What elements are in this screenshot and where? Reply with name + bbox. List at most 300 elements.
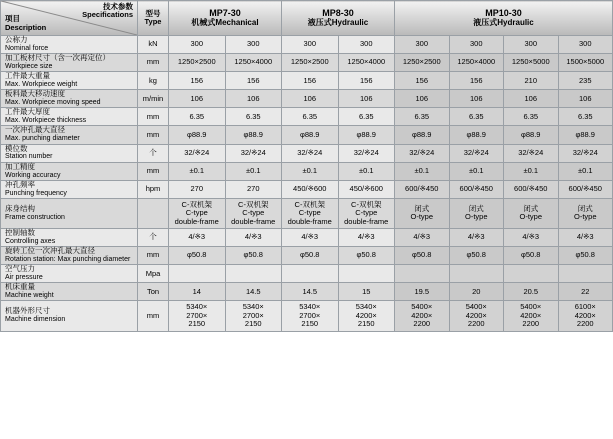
value-line: φ50.8	[412, 250, 432, 260]
value-line: 32/※24	[463, 147, 489, 157]
table-row	[1, 72, 613, 90]
value-line: 1250×4000	[457, 57, 496, 67]
value-line: C-双机架	[351, 199, 382, 209]
row-value	[282, 72, 339, 90]
value-line: ±0.1	[358, 166, 374, 175]
table-row	[1, 36, 613, 54]
value-line: 2700×	[299, 310, 321, 320]
row-value	[338, 198, 395, 228]
value-line: 300	[359, 39, 373, 49]
table-row	[1, 126, 613, 144]
header-group-mp10-30: MP10-30 液压式Hydraulic	[395, 1, 613, 36]
row-value	[169, 144, 226, 162]
header-corner-cell	[1, 1, 138, 36]
value-line: 1250×2500	[290, 57, 329, 67]
value-line: 106	[578, 93, 592, 103]
value-line: 2150	[188, 319, 206, 329]
row-value	[449, 108, 504, 126]
row-value	[225, 108, 282, 126]
row-description-cn: 工件最大厚度	[5, 107, 50, 117]
value-line: 156	[246, 75, 260, 85]
value-line: C-双机架	[294, 199, 325, 209]
value-line: 5400×	[520, 302, 542, 312]
value-line: 106	[469, 93, 483, 103]
row-value	[282, 36, 339, 54]
row-description	[1, 229, 138, 247]
row-value	[395, 180, 450, 198]
value-line: 156	[303, 75, 316, 85]
table-row	[1, 108, 613, 126]
row-value	[504, 283, 559, 301]
row-description-en: Max. Workpiece moving speed	[5, 99, 101, 107]
row-value	[449, 90, 504, 108]
row-description-en: Max. punching diameter	[5, 135, 80, 143]
row-value	[169, 247, 226, 265]
header-group-mp8-30: MP8-30 液压式Hydraulic	[282, 1, 395, 36]
row-value	[169, 301, 226, 331]
row-description-en: Max. Workpiece weight	[5, 81, 78, 89]
header-corner-topright: 技术参数 Specifications	[82, 2, 133, 20]
value-line: 32/※24	[297, 147, 323, 157]
row-value	[338, 36, 395, 54]
row-description-cn: 一次冲孔最大直径	[5, 125, 65, 135]
row-value	[449, 72, 504, 90]
value-line: φ88.9	[521, 129, 541, 139]
value-line: φ88.9	[466, 129, 486, 139]
row-value	[338, 108, 395, 126]
row-description-en: Working accuracy	[5, 171, 61, 179]
value-line: φ88.9	[356, 129, 376, 139]
row-unit: mm	[138, 126, 169, 144]
header-row	[1, 1, 613, 36]
row-description-cn: 控制轴数	[5, 228, 35, 238]
value-line: 6.35	[468, 111, 484, 121]
value-line: 6.35	[245, 111, 261, 121]
row-value	[558, 90, 613, 108]
row-description-cn: 空气压力	[5, 264, 35, 274]
table-row	[1, 144, 613, 162]
value-line: 闭式	[523, 204, 539, 214]
table-row	[1, 265, 613, 283]
table-row	[1, 283, 613, 301]
row-description-en: Frame construction	[5, 213, 65, 221]
row-value	[225, 54, 282, 72]
row-unit: 个	[138, 144, 169, 162]
row-value	[395, 198, 450, 228]
value-line: 1250×4000	[347, 57, 386, 67]
value-line: 4/※3	[357, 232, 375, 242]
table-body	[1, 36, 613, 332]
value-line: 32/※24	[353, 147, 379, 157]
row-value	[169, 229, 226, 247]
value-line: ±0.1	[468, 166, 484, 175]
row-value	[558, 108, 613, 126]
row-unit: mm	[138, 301, 169, 331]
value-line: double-frame	[231, 216, 276, 226]
row-description	[1, 180, 138, 198]
row-value	[169, 126, 226, 144]
value-line: 300	[190, 39, 203, 49]
value-line: 5400×	[411, 302, 433, 312]
value-line: C-type	[298, 208, 321, 218]
value-line: C-双机架	[238, 199, 269, 209]
row-value	[225, 229, 282, 247]
value-line: 5340×	[355, 302, 377, 312]
row-unit: mm	[138, 247, 169, 265]
row-value	[449, 180, 504, 198]
value-line: ±0.1	[577, 166, 593, 175]
row-value	[225, 36, 282, 54]
value-line: φ50.8	[466, 250, 486, 260]
value-line: ±0.1	[302, 166, 318, 175]
row-value	[225, 126, 282, 144]
value-line: 20	[472, 286, 481, 296]
row-value	[395, 72, 450, 90]
row-description	[1, 265, 138, 283]
row-description-en: Workpiece size	[5, 62, 53, 70]
value-line: 600/※450	[459, 184, 493, 194]
value-line: 6100×	[574, 302, 596, 312]
value-line: 6.35	[523, 111, 539, 121]
row-value	[338, 54, 395, 72]
value-line: 1250×5000	[511, 57, 550, 67]
value-line: 2200	[467, 319, 485, 329]
value-line: 4200×	[465, 310, 487, 320]
row-description-cn: 床身结构	[5, 203, 35, 213]
value-line: 2700×	[186, 310, 208, 320]
row-unit: kN	[138, 36, 169, 54]
value-line: φ88.9	[300, 129, 320, 139]
row-description	[1, 144, 138, 162]
value-line: 156	[359, 75, 373, 85]
row-value	[225, 72, 282, 90]
value-line: 15	[362, 286, 371, 296]
value-line: ±0.1	[189, 166, 205, 175]
row-value	[282, 283, 339, 301]
value-line: 1500×5000	[566, 57, 605, 67]
row-value	[449, 247, 504, 265]
value-line: 2150	[357, 319, 375, 329]
value-line: 32/※24	[518, 147, 544, 157]
value-line: 闭式	[577, 204, 593, 214]
value-line: 270	[190, 184, 203, 194]
row-value	[169, 36, 226, 54]
value-line: 14	[192, 286, 201, 296]
row-description	[1, 108, 138, 126]
value-line: φ50.8	[356, 250, 376, 260]
row-value	[282, 126, 339, 144]
row-value	[282, 247, 339, 265]
row-value	[169, 54, 226, 72]
value-line: φ50.8	[575, 250, 595, 260]
value-line: φ50.8	[243, 250, 263, 260]
value-line: 6.35	[577, 111, 593, 121]
row-value	[338, 90, 395, 108]
row-value	[338, 144, 395, 162]
header-corner-bottomleft: 项目 Description	[5, 14, 47, 32]
row-value	[558, 126, 613, 144]
value-line: φ88.9	[187, 129, 207, 139]
value-line: 156	[415, 75, 428, 85]
row-description-en: Punching frequency	[5, 189, 67, 197]
value-line: 2700×	[242, 310, 264, 320]
row-value	[282, 180, 339, 198]
row-value	[169, 283, 226, 301]
row-value	[282, 229, 339, 247]
value-line: 5340×	[242, 302, 264, 312]
value-line: 4200×	[520, 310, 542, 320]
row-value	[504, 144, 559, 162]
value-line: 4/※3	[188, 232, 206, 242]
value-line: 2200	[413, 319, 431, 329]
value-line: 270	[246, 184, 260, 194]
table-row	[1, 162, 613, 180]
value-line: 闭式	[414, 204, 430, 214]
value-line: 1250×2500	[177, 57, 216, 67]
row-value	[558, 144, 613, 162]
value-line: 22	[581, 286, 590, 296]
row-value	[395, 265, 450, 283]
value-line: 106	[303, 93, 316, 103]
row-value	[449, 54, 504, 72]
row-value	[504, 126, 559, 144]
row-value	[282, 108, 339, 126]
row-value	[225, 144, 282, 162]
value-line: double-frame	[287, 216, 332, 226]
header-group-mp7-30: MP7-30 机械式Mechanical	[169, 1, 282, 36]
value-line: 600/※450	[405, 184, 439, 194]
value-line: φ50.8	[300, 250, 320, 260]
value-line: 4/※3	[244, 232, 262, 242]
header-unit-column: 型号 Type	[138, 1, 169, 36]
row-value	[558, 180, 613, 198]
row-description-cn: 冲孔频率	[5, 179, 35, 189]
row-value	[395, 144, 450, 162]
value-line: 106	[415, 93, 428, 103]
value-line: 6.35	[414, 111, 430, 121]
value-line: 1250×4000	[234, 57, 273, 67]
value-line: φ50.8	[521, 250, 541, 260]
row-value	[225, 247, 282, 265]
value-line: 4/※3	[301, 232, 319, 242]
value-line: 6.35	[358, 111, 374, 121]
value-line: 4/※3	[413, 232, 431, 242]
value-line: 300	[415, 39, 428, 49]
row-value	[282, 198, 339, 228]
row-value	[338, 283, 395, 301]
row-description-en: Max. Workpiece thickness	[5, 117, 87, 125]
row-value	[504, 301, 559, 331]
value-line: ±0.1	[245, 166, 261, 175]
row-value	[338, 72, 395, 90]
row-value	[395, 283, 450, 301]
value-line: 106	[359, 93, 373, 103]
row-description	[1, 54, 138, 72]
row-description-en: Machine weight	[5, 292, 54, 300]
row-value	[558, 301, 613, 331]
value-line: 156	[190, 75, 203, 85]
row-value	[504, 162, 559, 180]
row-description-en: Nominal force	[5, 44, 49, 52]
table-row	[1, 54, 613, 72]
row-value	[169, 72, 226, 90]
table-header	[1, 1, 613, 36]
value-line: C-type	[242, 208, 265, 218]
row-value	[504, 90, 559, 108]
row-value	[225, 180, 282, 198]
row-description	[1, 247, 138, 265]
value-line: 210	[524, 75, 537, 85]
row-value	[338, 162, 395, 180]
value-line: double-frame	[344, 216, 389, 226]
row-value	[169, 90, 226, 108]
row-value	[504, 36, 559, 54]
row-unit	[138, 198, 169, 228]
row-value	[449, 36, 504, 54]
row-value	[558, 229, 613, 247]
row-value	[282, 265, 339, 283]
row-value	[504, 229, 559, 247]
row-description-en: Air pressure	[5, 274, 43, 282]
row-value	[558, 247, 613, 265]
row-value	[558, 265, 613, 283]
row-value	[338, 180, 395, 198]
value-line: 32/※24	[240, 147, 266, 157]
row-unit: kg	[138, 72, 169, 90]
value-line: double-frame	[174, 216, 219, 226]
row-description-cn: 公称力	[5, 35, 28, 44]
row-description-cn: 旋转工位一次冲孔最大直径	[5, 246, 95, 256]
row-value	[504, 265, 559, 283]
value-line: φ50.8	[187, 250, 207, 260]
row-unit: Mpa	[138, 265, 169, 283]
row-description	[1, 198, 138, 228]
value-line: C-type	[185, 208, 208, 218]
value-line: O-type	[573, 212, 597, 222]
value-line: O-type	[410, 212, 433, 222]
row-description-cn: 加工板材尺寸（含一次再定位）	[5, 53, 110, 63]
value-line: 106	[524, 93, 537, 103]
row-unit: m/min	[138, 90, 169, 108]
row-value	[449, 229, 504, 247]
row-value	[225, 265, 282, 283]
value-line: 5340×	[299, 302, 321, 312]
value-line: 32/※24	[184, 147, 210, 157]
row-unit: Ton	[138, 283, 169, 301]
row-value	[395, 108, 450, 126]
row-description	[1, 72, 138, 90]
row-value	[395, 229, 450, 247]
row-value	[504, 54, 559, 72]
row-value	[395, 247, 450, 265]
value-line: 600/※450	[514, 184, 548, 194]
row-value	[558, 72, 613, 90]
row-unit: mm	[138, 162, 169, 180]
row-value	[338, 247, 395, 265]
row-description-en: Machine dimension	[5, 316, 66, 324]
row-value	[169, 162, 226, 180]
row-value	[225, 162, 282, 180]
row-value	[449, 144, 504, 162]
value-line: 300	[578, 39, 592, 49]
value-line: 300	[524, 39, 537, 49]
row-value	[282, 90, 339, 108]
row-value	[169, 198, 226, 228]
row-value	[395, 90, 450, 108]
row-unit: mm	[138, 54, 169, 72]
row-value	[282, 54, 339, 72]
row-description-en: Station number	[5, 153, 53, 161]
value-line: 14.5	[302, 286, 318, 296]
value-line: 5400×	[465, 302, 487, 312]
value-line: 106	[190, 93, 203, 103]
row-value	[225, 90, 282, 108]
value-line: 4200×	[574, 310, 596, 320]
row-value	[282, 162, 339, 180]
row-value	[225, 301, 282, 331]
value-line: 6.35	[189, 111, 205, 121]
value-line: 19.5	[414, 286, 430, 296]
value-line: 32/※24	[409, 147, 435, 157]
row-value	[338, 301, 395, 331]
value-line: 20.5	[523, 286, 539, 296]
row-description	[1, 90, 138, 108]
value-line: 5340×	[186, 302, 208, 312]
row-value	[504, 198, 559, 228]
row-value	[449, 301, 504, 331]
value-line: 300	[469, 39, 483, 49]
value-line: 106	[246, 93, 260, 103]
table-row	[1, 229, 613, 247]
value-line: 2200	[522, 319, 540, 329]
value-line: 235	[578, 75, 592, 85]
row-value	[449, 283, 504, 301]
table-row	[1, 301, 613, 331]
value-line: 1250×2500	[402, 57, 441, 67]
row-value	[449, 265, 504, 283]
value-line: 4200×	[411, 310, 433, 320]
row-value	[395, 162, 450, 180]
row-value	[338, 126, 395, 144]
value-line: 450/※600	[293, 184, 327, 194]
row-description-cn: 板料最大移动速度	[5, 89, 65, 99]
row-description-cn: 机床重量	[5, 282, 35, 292]
value-line: 32/※24	[572, 147, 598, 157]
value-line: C-type	[355, 208, 378, 218]
value-line: 4/※3	[576, 232, 594, 242]
table-row	[1, 247, 613, 265]
row-value	[558, 198, 613, 228]
row-value	[395, 54, 450, 72]
row-value	[395, 126, 450, 144]
value-line: 4/※3	[467, 232, 485, 242]
value-line: φ88.9	[575, 129, 595, 139]
row-description-en: Controlling axes	[5, 237, 56, 245]
value-line: 4200×	[355, 310, 377, 320]
row-value	[169, 180, 226, 198]
value-line: ±0.1	[414, 166, 430, 175]
row-value	[504, 72, 559, 90]
row-value	[395, 36, 450, 54]
row-value	[558, 162, 613, 180]
row-unit: 个	[138, 229, 169, 247]
row-description	[1, 162, 138, 180]
row-description-cn: 模位数	[5, 143, 28, 153]
value-line: 300	[246, 39, 260, 49]
row-description	[1, 301, 138, 331]
value-line: 600/※450	[568, 184, 602, 194]
table-row	[1, 90, 613, 108]
